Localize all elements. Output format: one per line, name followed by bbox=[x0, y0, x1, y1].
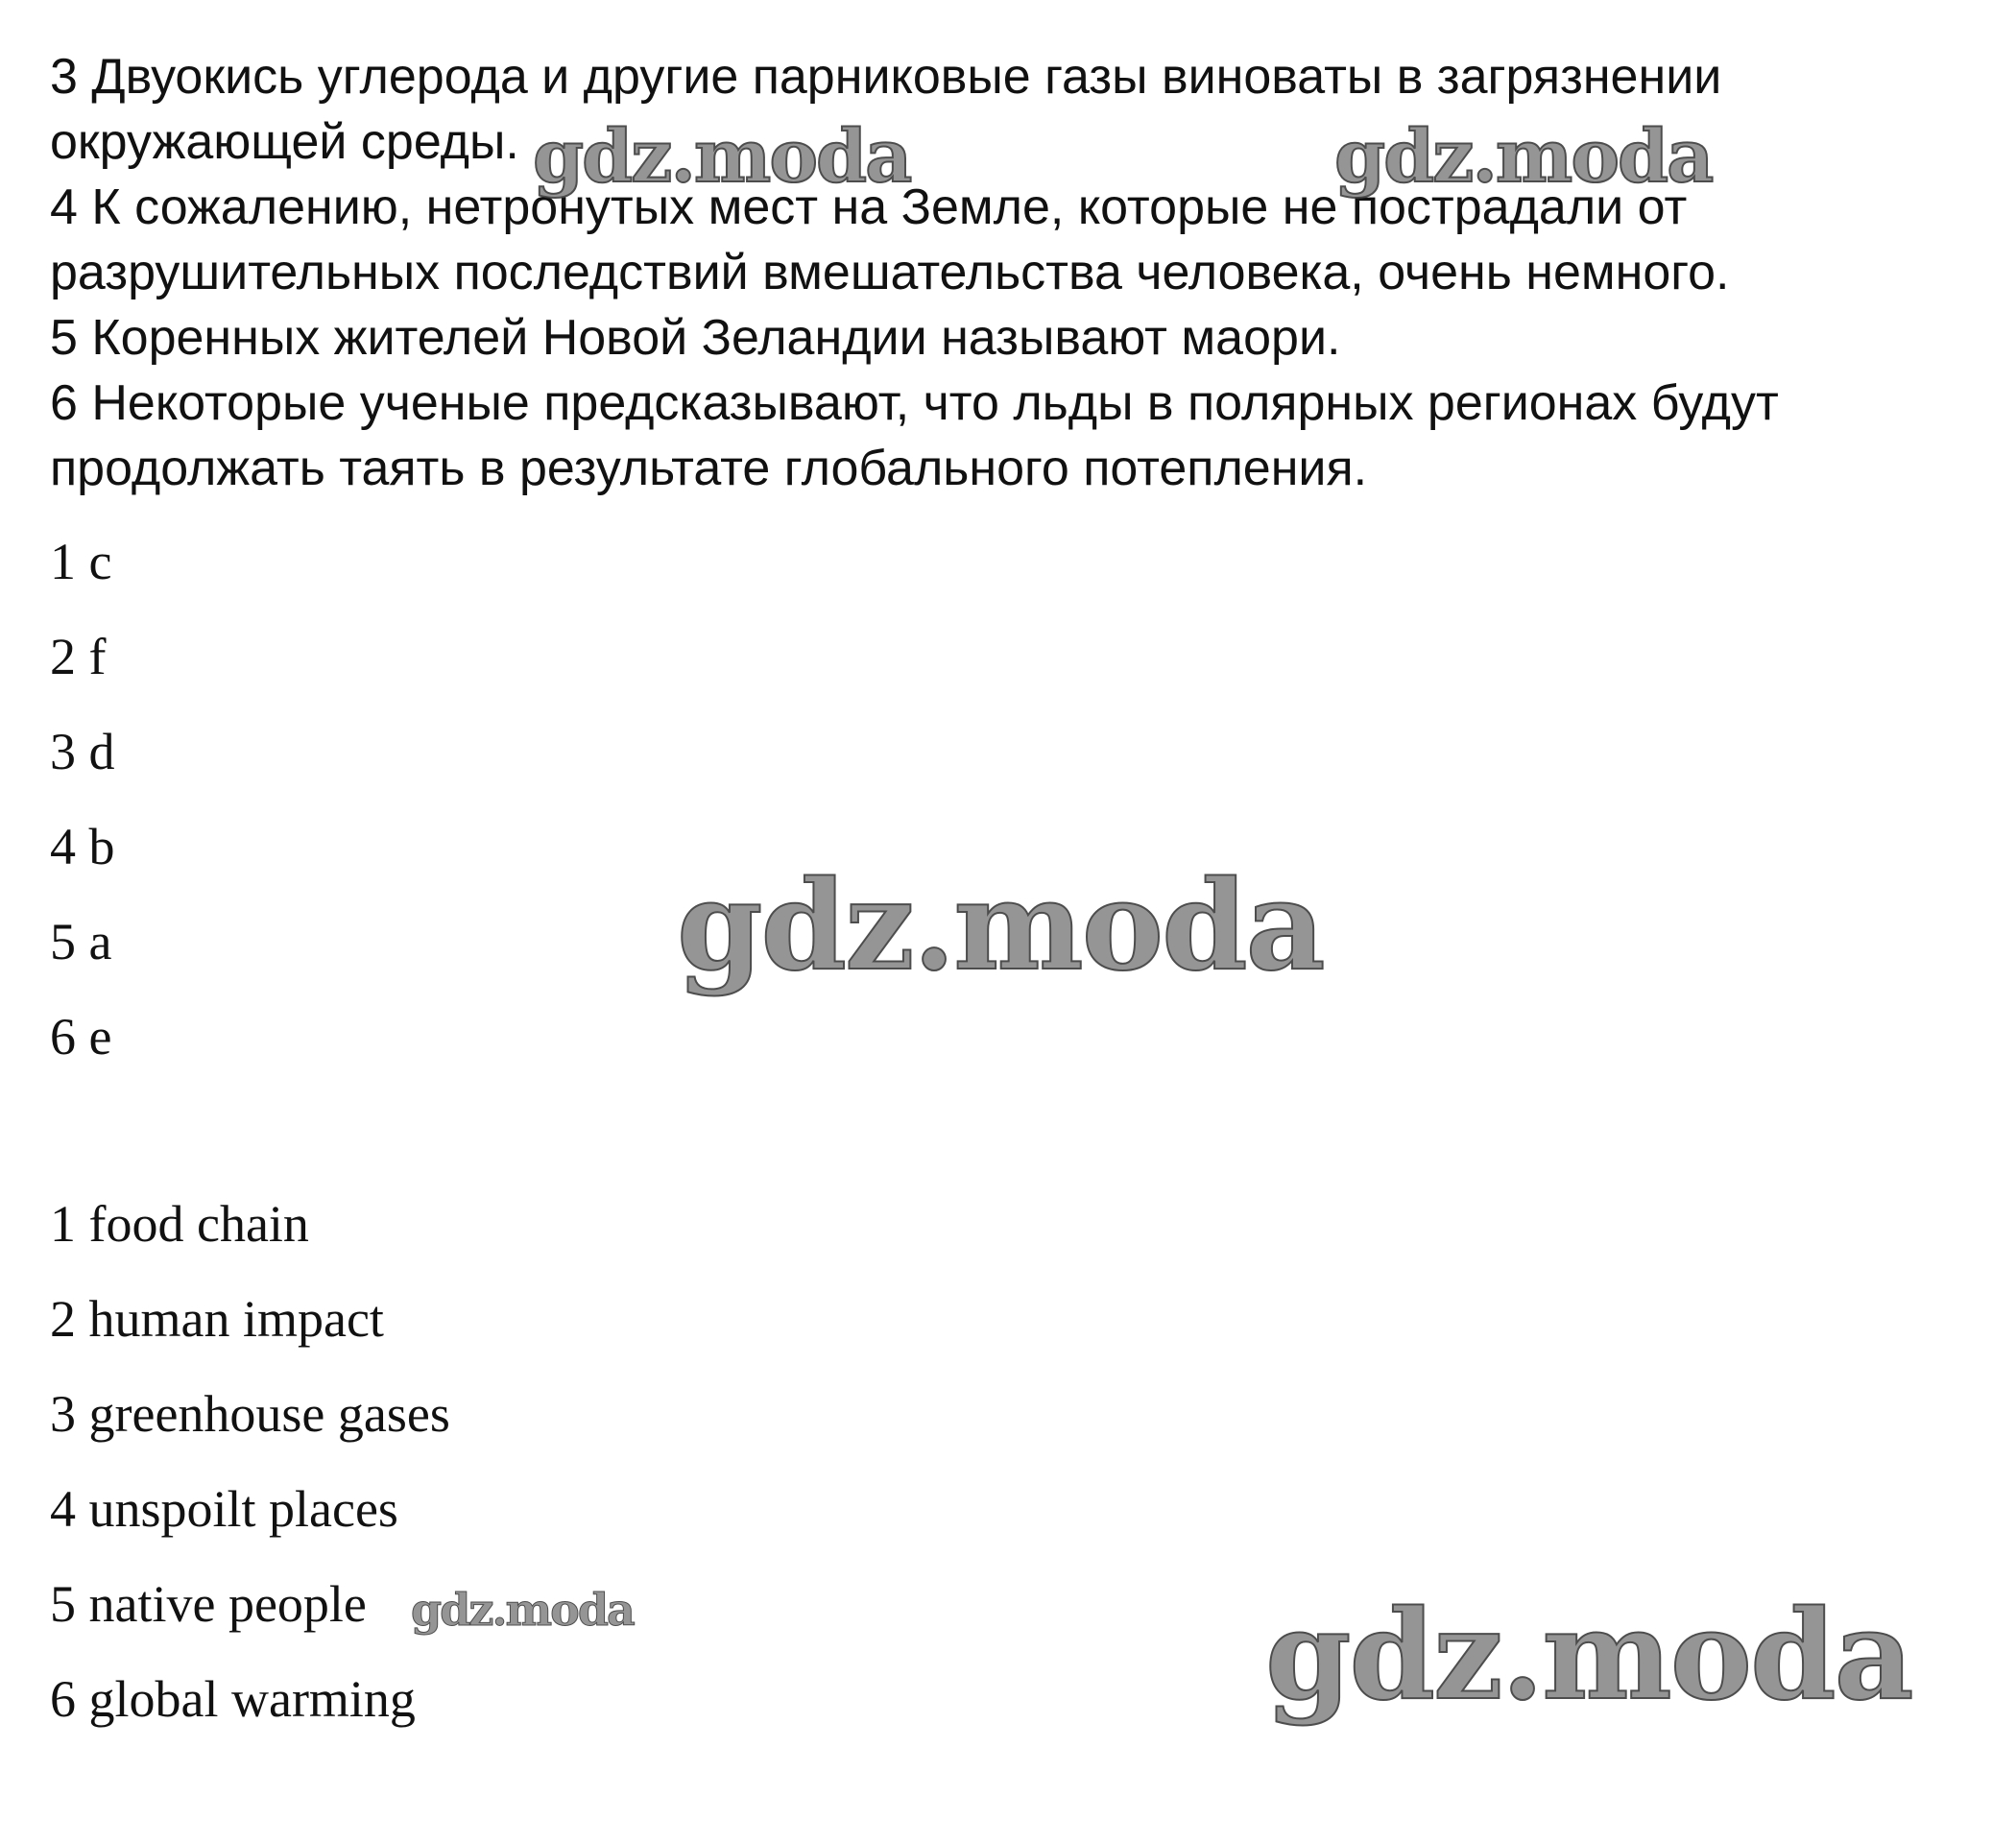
sentence-3: 3 Двуокись углерода и другие парниковые газы виноваты в загрязнении окружающей среды. bbox=[50, 49, 1722, 170]
list-item: 2 human impact bbox=[50, 1290, 384, 1348]
list-item: 2 f bbox=[50, 628, 107, 685]
matching-answers-list bbox=[50, 533, 115, 1103]
list-item: 1 c bbox=[50, 533, 112, 590]
word-answers-list bbox=[50, 1195, 450, 1765]
list-item: 4 b bbox=[50, 818, 115, 875]
sentence-6: 6 Некоторые ученые предсказывают, что льды в полярных регионах будут продолжать таять в результате глобального потепления. bbox=[50, 375, 1779, 496]
watermark: gdz.moda bbox=[411, 1584, 634, 1636]
watermark: gdz.moda bbox=[1334, 113, 1713, 199]
list-item: 6 e bbox=[50, 1008, 112, 1065]
list-item: 3 d bbox=[50, 723, 115, 780]
list-item: 3 greenhouse gases bbox=[50, 1385, 450, 1443]
watermark: gdz.moda bbox=[533, 113, 911, 199]
list-item: 1 food chain bbox=[50, 1195, 309, 1253]
list-item: 5 a bbox=[50, 913, 112, 970]
list-item: 5 native people bbox=[50, 1575, 367, 1633]
sentence-4: 4 К сожалению, нетронутых мест на Земле, которые не пострадали от разрушительных последствий вмешательства человека, очень немного. bbox=[50, 180, 1730, 300]
watermark: gdz.moda bbox=[677, 854, 1324, 998]
sentence-5: 5 Коренных жителей Новой Зеландии называют маори. bbox=[50, 310, 1341, 366]
watermark: gdz.moda bbox=[1265, 1584, 1912, 1728]
list-item: 4 unspoilt places bbox=[50, 1480, 398, 1538]
list-item: 6 global warming bbox=[50, 1670, 416, 1728]
